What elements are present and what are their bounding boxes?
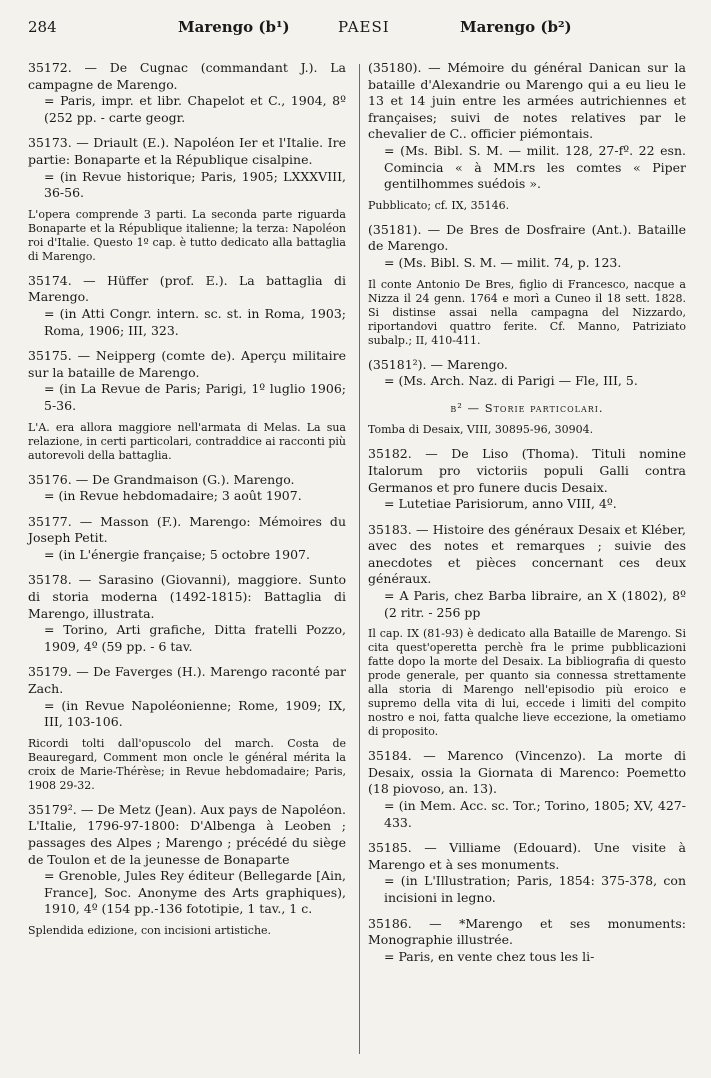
entry-text: (35181²). — Marengo. (368, 356, 508, 372)
page-number: 284 (28, 18, 57, 36)
bibliography-entry (368, 60, 686, 193)
column-divider (359, 64, 360, 1054)
entry-note: Il cap. IX (81-93) è dedicato alla Bataille de Marengo. Si cita quest'operetta perchè fra le prime pubblicazioni fatte dopo la morte del Desaix. La bibliografia di questo prode generale, per quanto sia connessa strettamente alla storia di Marengo nell'episodio più eroico e supremo della vita di lui, eccede i limiti del compito nostro e noi, fatta qualche lieve eccezione, la ometiamo di proposito. (368, 627, 686, 739)
bibliography-entry (28, 514, 346, 564)
entry-text: 35176. — De Grandmaison (G.). Marengo. (28, 471, 295, 487)
bibliography-entry (368, 446, 686, 512)
entry-reference: = (in Atti Congr. intern. sc. st. in Roma, 1903; Roma, 1906; III, 323. (44, 305, 346, 338)
entry-text: 35182. — De Liso (Thoma). Tituli nomine Italorum pro victoriis populi Galli contra Germanos et pro funere ducis Desaix. (368, 446, 686, 495)
entry-reference: = Paris, impr. et libr. Chapelot et C., 1904, 8º (252 pp. - carte geogr. (44, 93, 346, 125)
entry-reference: = (in Revue historique; Paris, 1905; LXXXVIII, 36-56. (44, 168, 346, 201)
bibliography-entry (28, 273, 346, 339)
entry-text: 35173. — Driault (E.). Napoléon Ier et l'Italie. Ire partie: Bonaparte et la République cisalpine. (28, 135, 346, 167)
left-column (28, 60, 346, 947)
bibliography-entry (368, 522, 686, 622)
bibliography-entry (28, 802, 346, 918)
entry-reference: = Paris, en vente chez tous les li- (384, 948, 595, 964)
entry-text: (35180). — Mémoire du général Danican sur la bataille d'Alexandrie ou Marengo qui a eu lieu le 13 et 14 juin entre les armées autrichiennes et françaises; suivi de notes relatives par le chevalier de C.. officier piémontais. (368, 60, 686, 142)
bibliography-entry (28, 664, 346, 730)
entry-text: 35185. — Villiame (Edouard). Une visite à Marengo et à ses monuments. (368, 840, 686, 872)
entry-text: 35179. — De Faverges (H.). Marengo raconté par Zach. (28, 664, 346, 697)
entry-reference: = (in Mem. Acc. sc. Tor.; Torino, 1805; XV, 427-433. (384, 798, 686, 830)
bibliography-entry (368, 840, 686, 906)
entry-reference: = (in La Revue de Paris; Parigi, 1º luglio 1906; 5-36. (44, 381, 346, 413)
entry-text: (35181). — De Bres de Dosfraire (Ant.). Bataille de Marengo. (368, 221, 686, 254)
bibliography-entry (368, 916, 686, 966)
entry-reference: = Lutetiae Parisiorum, anno VIII, 4º. (384, 496, 617, 512)
entry-reference: = (Ms. Bibl. S. M. — milit. 128, 27-fº. 22 esn. Comincia « à MM.rs les comtes « Piper gentilhommes suédois ». (384, 142, 686, 192)
entry-note: Ricordi tolti dall'opuscolo del march. Costa de Beauregard, Comment mon oncle le général mérita la croix de Marie-Thérèse; in Revue hebdomadaire; Paris, 1908 29-32. (28, 736, 346, 792)
entry-text: 35175. — Neipperg (comte de). Aperçu militaire sur la bataille de Marengo. (28, 348, 346, 380)
bibliography-entry (28, 135, 346, 201)
section-subhead: Tomba di Desaix, VIII, 30895-96, 30904. (368, 423, 594, 437)
section-heading: b² — Storie particolari. (450, 400, 604, 415)
bibliography-entry (28, 348, 346, 414)
entry-text: 35178. — Sarasino (Giovanni), maggiore. Sunto di storia moderna (1492-1815): Battaglia di Marengo, illustrata. (28, 572, 346, 621)
left-running-head: Marengo (b¹) (178, 18, 290, 36)
right-column (368, 60, 686, 974)
page-header (28, 18, 687, 50)
entry-text: 35186. — *Marengo et ses monuments: Monographie illustrée. (368, 915, 686, 948)
bibliography-entry (28, 472, 346, 505)
entry-note: Pubblicato; cf. IX, 35146. (368, 198, 510, 212)
entry-text: 35174. — Hüffer (prof. E.). La battaglia di Marengo. (28, 272, 346, 305)
entry-reference: = (in L'Illustration; Paris, 1854: 375-378, con incisioni in legno. (384, 873, 686, 905)
entry-reference: = (in Revue hebdomadaire; 3 août 1907. (44, 488, 302, 504)
center-running-head: PAESI (338, 18, 390, 36)
bibliography-entry (368, 222, 686, 272)
entry-reference: = (Ms. Arch. Naz. di Parigi — Fle, III, 5. (384, 373, 638, 389)
bibliography-entry (368, 748, 686, 831)
entry-reference: = A Paris, chez Barba libraire, an X (1802), 8º (2 ritr. - 256 pp (384, 588, 686, 620)
bibliography-entry (28, 572, 346, 655)
entry-text: 35172. — De Cugnac (commandant J.). La campagne de Marengo. (28, 60, 346, 92)
bibliography-entry (28, 60, 346, 126)
entry-text: 35177. — Masson (F.). Marengo: Mémoires du Joseph Petit. (28, 513, 346, 546)
entry-note: L'A. era allora maggiore nell'armata di Melas. La sua relazione, in certi particolari, contraddice ai racconti più autorevoli della battaglia. (28, 420, 346, 462)
entry-note: Il conte Antonio De Bres, figlio di Francesco, nacque a Nizza il 24 genn. 1764 e morì a Cuneo il 18 sett. 1828. Si distinse assai nella campagna del Nizzardo, riportandovi quattro ferite. Cf. Manno, Patriziato subalp.; II, 410-411. (368, 277, 686, 347)
entry-note: L'opera comprende 3 parti. La seconda parte riguarda Bonaparte et la République italienne; la terza: Napoléon roi d'Italie. Questo 1º cap. è tutto dedicato alla battaglia di Marengo. (28, 207, 346, 263)
entry-reference: = Grenoble, Jules Rey éditeur (Bellegarde [Ain, France], Soc. Anonyme des Arts graphiques), 1910, 4º (154 pp.-136 fototipie, 1 tav., 1 c. (44, 868, 346, 917)
right-running-head: Marengo (b²) (460, 18, 572, 36)
entry-text: 35184. — Marenco (Vincenzo). La morte di Desaix, ossia la Giornata di Marenco: Poemetto (18 piovoso, an. 13). (368, 748, 686, 797)
entry-reference: = Torino, Arti grafiche, Ditta fratelli Pozzo, 1909, 4º (59 pp. - 6 tav. (44, 622, 346, 654)
entry-reference: = (Ms. Bibl. S. M. — milit. 74, p. 123. (384, 254, 622, 270)
entry-text: 35183. — Histoire des généraux Desaix et Kléber, avec des notes et remarques ; suivie des anecdotes et pièces concernant ces deux généraux. (368, 521, 686, 587)
entry-text: 35179². — De Metz (Jean). Aux pays de Napoléon. L'Italie, 1796-97-1800: D'Albenga à Leoben ; passages des Alpes ; Marengo ; précédé du siège de Toulon et de la jeunesse de Bonaparte (28, 801, 346, 867)
entry-reference: = (in L'énergie française; 5 octobre 1907. (44, 546, 310, 562)
entry-note: Splendida edizione, con incisioni artistiche. (28, 923, 272, 937)
two-column-body (28, 60, 687, 1060)
entry-reference: = (in Revue Napoléonienne; Rome, 1909; IX, III, 103-106. (44, 697, 346, 730)
bibliography-entry (368, 357, 686, 390)
